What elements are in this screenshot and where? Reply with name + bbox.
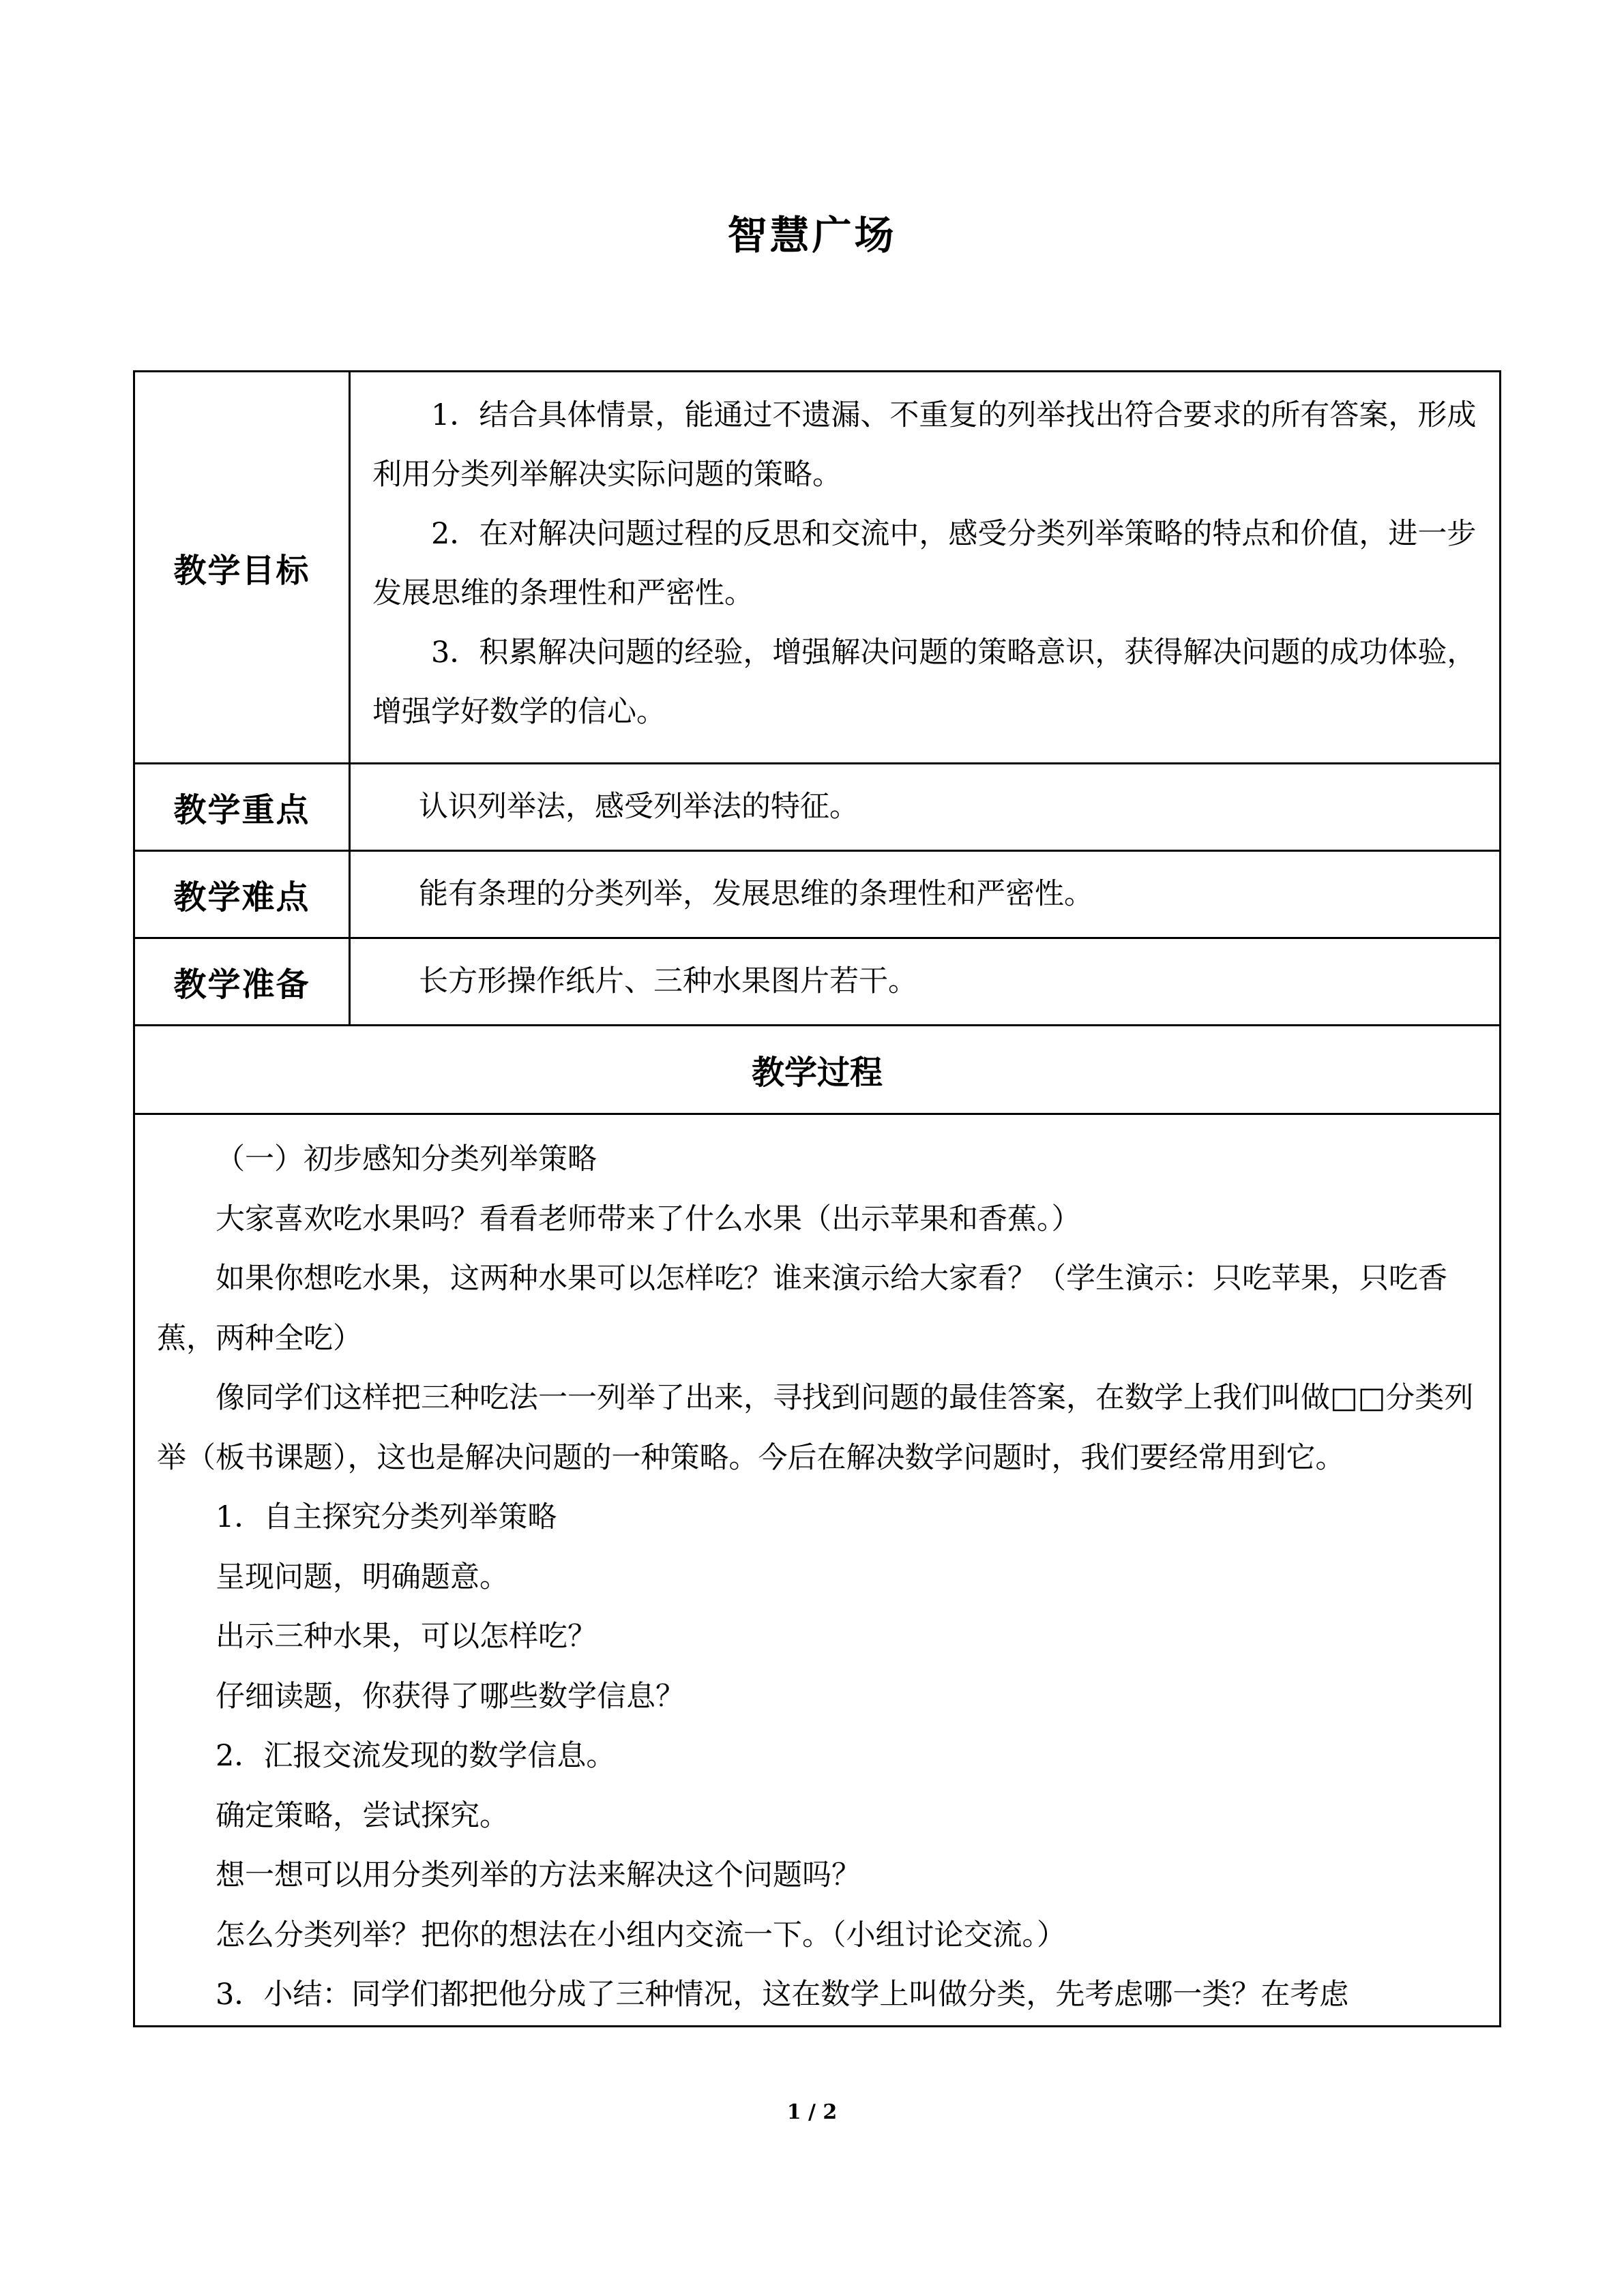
- process-paragraph: （一）初步感知分类列举策略: [216, 1142, 597, 1176]
- process-paragraph: 想一想可以用分类列举的方法来解决这个问题吗？: [216, 1858, 861, 1892]
- process-body: [134, 1114, 1501, 2027]
- page-title: 智慧广场: [727, 212, 897, 258]
- difficulties-label: 教学难点: [134, 851, 350, 938]
- preparation-content: 长方形操作纸片、三种水果图片若干。: [350, 938, 1501, 1026]
- key-points-label: 教学重点: [134, 764, 350, 851]
- process-paragraph: 确定策略，尝试探究。: [216, 1798, 509, 1833]
- preparation-row: [134, 938, 1501, 1026]
- objectives-row: [134, 372, 1501, 764]
- process-paragraph: 呈现问题，明确题意。: [216, 1560, 509, 1594]
- process-paragraph: 1．自主探究分类列举策略: [216, 1500, 557, 1534]
- key-points-row: [134, 764, 1501, 851]
- process-paragraph: 2．汇报交流发现的数学信息。: [216, 1739, 616, 1773]
- key-points-content: 认识列举法，感受列举法的特征。: [350, 764, 1501, 851]
- page-number: 1 / 2: [786, 2100, 838, 2124]
- objective-item: 1．结合具体情景，能通过不遗漏、不重复的列举找出符合要求的所有答案，形成利用分类列举解决实际问题的策略。: [372, 398, 1477, 492]
- process-paragraph: 像同学们这样把三种吃法一一列举了出来，寻找到问题的最佳答案，在数学上我们叫做□□分类列举（板书课题），这也是解决问题的一种策略。今后在解决数学问题时，我们要经常用到它。: [157, 1381, 1474, 1475]
- process-heading: 教学过程: [134, 1026, 1501, 1114]
- process-paragraph: 3．小结：同学们都把他分成了三种情况，这在数学上叫做分类，先考虑哪一类？在考虑: [216, 1978, 1349, 2012]
- process-paragraph: 仔细读题，你获得了哪些数学信息？: [216, 1679, 685, 1714]
- process-body-row: [134, 1114, 1501, 2027]
- objectives-content: [350, 372, 1501, 764]
- process-paragraph: 如果你想吃水果，这两种水果可以怎样吃？谁来演示给大家看？（学生演示：只吃苹果，只吃香蕉，两种全吃）: [157, 1262, 1447, 1356]
- difficulties-row: [134, 851, 1501, 938]
- objective-item: 2．在对解决问题过程的反思和交流中，感受分类列举策略的特点和价值，进一步发展思维的条理性和严密性。: [372, 517, 1477, 610]
- process-paragraph: 怎么分类列举？把你的想法在小组内交流一下。（小组讨论交流。）: [216, 1918, 1066, 1952]
- objectives-label: 教学目标: [134, 372, 350, 764]
- process-paragraph: 出示三种水果，可以怎样吃？: [216, 1620, 597, 1654]
- objective-item: 3．积累解决问题的经验，增强解决问题的策略意识，获得解决问题的成功体验，增强学好数学的信心。: [372, 636, 1477, 729]
- lesson-plan-table: [133, 370, 1501, 2027]
- difficulties-content: 能有条理的分类列举，发展思维的条理性和严密性。: [350, 851, 1501, 938]
- process-heading-row: [134, 1026, 1501, 1114]
- preparation-label: 教学准备: [134, 938, 350, 1026]
- process-paragraph: 大家喜欢吃水果吗？看看老师带来了什么水果（出示苹果和香蕉。）: [216, 1202, 1081, 1236]
